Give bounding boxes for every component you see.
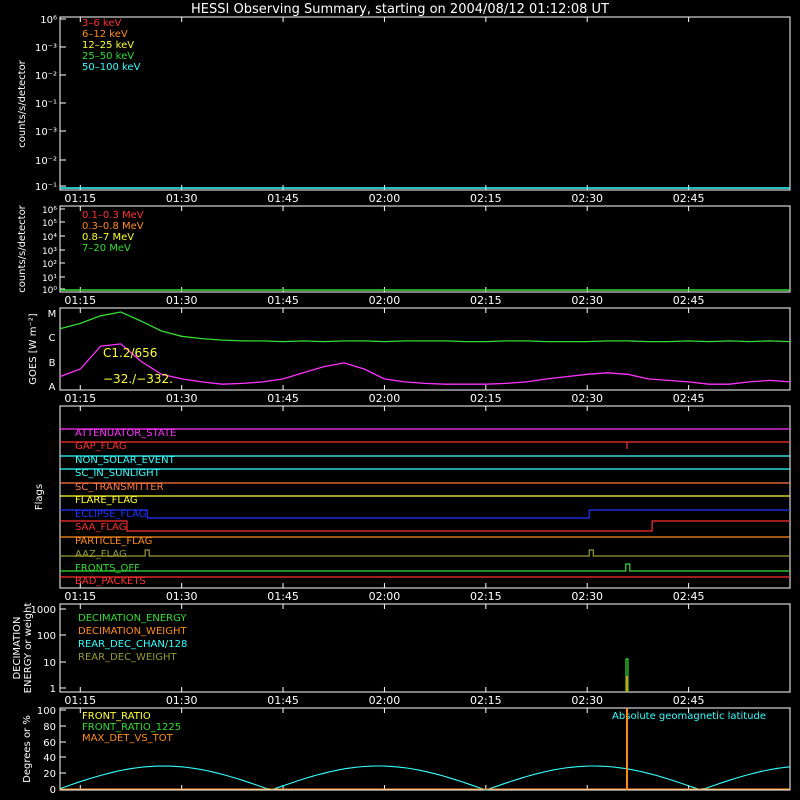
time-tick-label: 01:30 (165, 590, 198, 603)
legend-entry: REAR_DEC_CHAN/128 (78, 639, 188, 650)
time-tick-label: 02:45 (672, 294, 705, 307)
y-axis-label: counts/s/detector (17, 60, 28, 148)
y-tick-label: 10⁻³ (34, 127, 57, 138)
time-tick-label: 02:45 (672, 590, 705, 603)
y-tick-label: 40 (43, 753, 56, 764)
flag-label: PARTICLE_FLAG (75, 536, 153, 547)
y-tick-label: 10 (43, 658, 56, 669)
y-tick-label: 10³ (41, 247, 57, 257)
legend-entry: 12–25 keV (82, 40, 135, 51)
time-tick-label: 01:30 (165, 694, 198, 707)
legend-entry: DECIMATION_WEIGHT (78, 626, 187, 637)
time-tick-label: 02:30 (571, 294, 604, 307)
time-tick-label: 01:45 (267, 590, 299, 603)
y-tick-label: B (48, 358, 56, 369)
time-tick-label: 01:30 (165, 392, 198, 405)
time-tick-label: 02:30 (571, 694, 604, 707)
legend-entry: 7–20 MeV (82, 243, 131, 254)
y-tick-label: 10⁴ (41, 233, 57, 243)
panel-frame-2 (60, 206, 790, 292)
time-tick-label: 02:45 (672, 694, 705, 707)
y-tick-label: 100 (36, 706, 56, 717)
y-axis-label: Degrees or % (22, 715, 33, 783)
flag-line (60, 442, 790, 449)
time-tick-label: 01:15 (64, 694, 97, 707)
legend-entry: 50–100 keV (82, 62, 141, 73)
flag-label: BAD_PACKETS (75, 576, 146, 587)
flag-label: ATTENUATOR_STATE (75, 428, 177, 439)
geomagnetic-latitude-curve (60, 766, 790, 790)
y-axis-label: DECIMATIONENERGY or weight (12, 602, 34, 694)
legend-entry: 0.8–7 MeV (82, 232, 135, 243)
panel-frame-1 (60, 17, 790, 190)
y-tick-label: 10⁻² (34, 156, 57, 167)
goes-series-line (60, 312, 790, 342)
y-tick-label: 100 (36, 631, 56, 642)
goes-annotation: C1.2/656 (103, 346, 158, 360)
y-axis-label: GOES [W m⁻²] (28, 313, 39, 385)
legend-entry: MAX_DET_VS_TOT (82, 733, 173, 744)
time-tick-label: 02:00 (368, 590, 401, 603)
time-tick-label: 01:45 (267, 392, 299, 405)
time-tick-label: 02:30 (571, 590, 604, 603)
y-tick-label: 10² (41, 260, 57, 270)
time-tick-label: 01:15 (64, 590, 97, 603)
legend-entry: 25–50 keV (82, 51, 135, 62)
flag-label: SC_IN_SUNLIGHT (75, 468, 160, 479)
legend-entry: 0.3–0.8 MeV (82, 221, 144, 232)
y-tick-label: 60 (43, 738, 56, 749)
page-title: HESSI Observing Summary, starting on 2004/08/12 01:12:08 UT (191, 2, 609, 17)
legend-entry: DECIMATION_ENERGY (78, 613, 187, 624)
flag-line (60, 550, 790, 556)
time-tick-label: 02:15 (469, 392, 502, 405)
y-tick-label: 1000 (30, 605, 56, 616)
y-tick-label: 10⁻¹ (34, 99, 57, 110)
legend-entry: 0.1–0.3 MeV (82, 210, 144, 221)
time-tick-label: 02:15 (469, 590, 502, 603)
time-tick-label: 02:00 (368, 392, 401, 405)
y-tick-label: A (48, 382, 56, 393)
time-tick-label: 01:45 (267, 192, 299, 205)
time-tick-label: 02:30 (571, 392, 604, 405)
goes-annotation: −32./−332. (103, 372, 173, 386)
legend-entry: 3–6 keV (82, 18, 122, 29)
time-tick-label: 02:00 (368, 294, 401, 307)
time-tick-label: 01:45 (267, 694, 299, 707)
flag-label: ECLIPSE_FLAG (75, 509, 147, 520)
legend-entry: FRONT_RATIO (82, 711, 151, 722)
flag-label: NON_SOLAR_EVENT (75, 455, 175, 466)
flag-label: FRONTS_OFF (75, 563, 140, 574)
y-tick-label: 10⁻¹ (34, 182, 57, 193)
time-tick-label: 02:30 (571, 192, 604, 205)
time-tick-label: 02:15 (469, 694, 502, 707)
y-tick-label: 0 (49, 785, 56, 796)
y-tick-label: M (47, 309, 57, 320)
flag-line (60, 564, 790, 571)
y-tick-label: 10⁰ (41, 286, 57, 296)
y-tick-label: 10⁶ (40, 15, 57, 26)
legend-entry: 6–12 keV (82, 29, 128, 40)
flag-line (60, 521, 790, 531)
time-tick-label: 02:00 (368, 694, 401, 707)
time-tick-label: 02:45 (672, 192, 705, 205)
y-tick-label: 10⁵ (41, 219, 57, 229)
flag-label: FLARE_FLAG (75, 495, 138, 506)
flag-label: SAA_FLAG (75, 522, 127, 533)
flag-label: SC_TRANSMITTER (75, 482, 164, 493)
flag-line (60, 510, 790, 518)
y-tick-label: 1 (49, 684, 56, 695)
legend-entry: REAR_DEC_WEIGHT (78, 652, 177, 663)
time-tick-label: 01:45 (267, 294, 299, 307)
time-tick-label: 02:15 (469, 192, 502, 205)
time-tick-label: 01:30 (165, 294, 198, 307)
y-tick-label: C (48, 333, 56, 344)
y-tick-label: 80 (43, 722, 56, 733)
y-tick-label: 10¹ (41, 274, 57, 284)
time-tick-label: 02:15 (469, 294, 502, 307)
legend-entry: FRONT_RATIO_1225 (82, 722, 182, 733)
time-tick-label: 01:30 (165, 192, 198, 205)
flag-label: AAZ_FLAG (75, 549, 127, 560)
geomagnetic-latitude-label: Absolute geomagnetic latitude (612, 711, 766, 722)
flag-label: GAP_FLAG (75, 441, 127, 452)
y-tick-label: 10⁶ (41, 206, 57, 216)
y-axis-label: Flags (34, 483, 45, 511)
time-tick-label: 02:00 (368, 192, 401, 205)
y-axis-label: counts/s/detector (17, 205, 28, 293)
time-tick-label: 02:45 (672, 392, 705, 405)
time-tick-label: 01:15 (64, 294, 97, 307)
time-tick-label: 01:15 (64, 392, 97, 405)
y-tick-label: 20 (43, 769, 56, 780)
y-tick-label: 10⁻³ (34, 43, 57, 54)
y-tick-label: 10⁻² (34, 71, 57, 82)
time-tick-label: 01:15 (64, 192, 97, 205)
